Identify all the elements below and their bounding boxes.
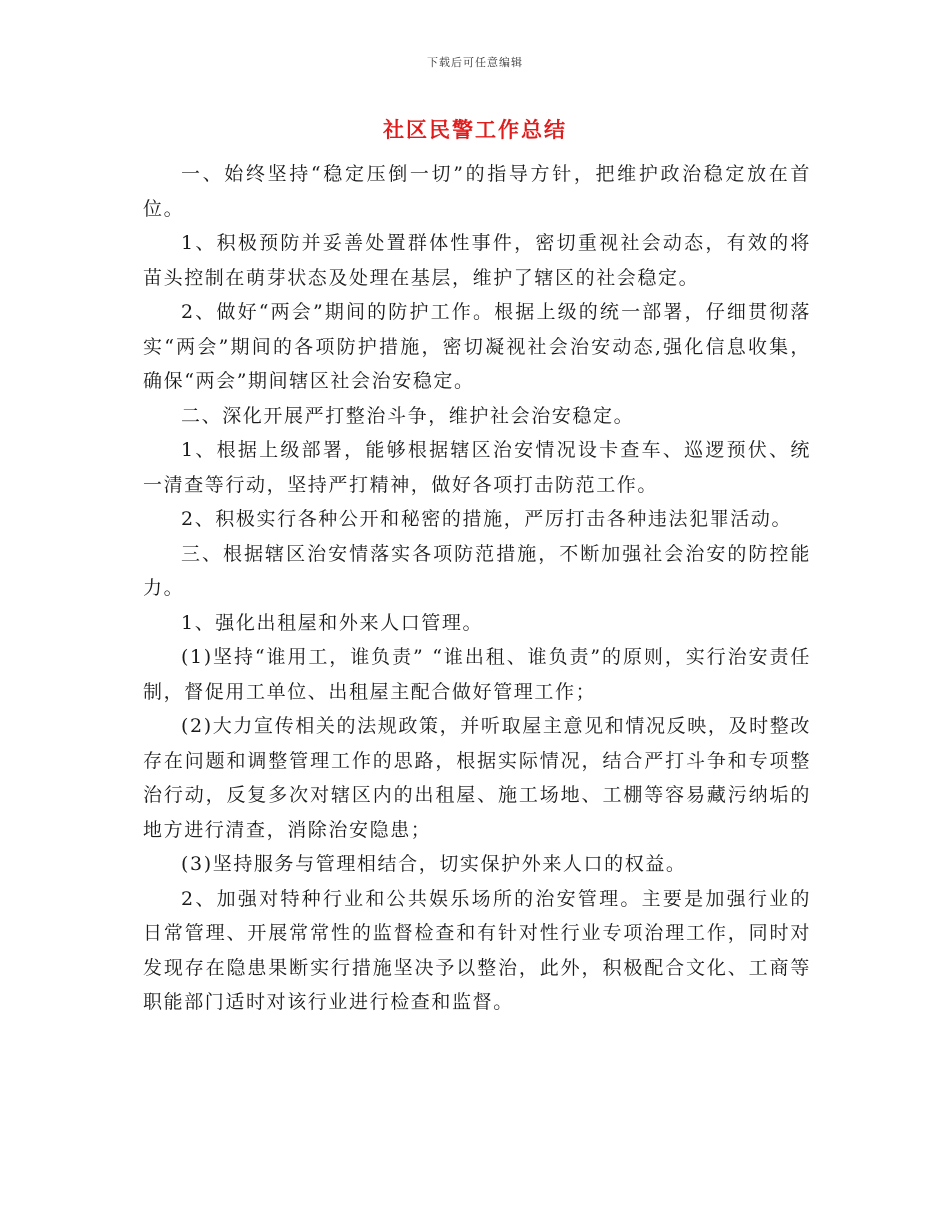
- paragraph: (2)大力宣传相关的法规政策，并听取屋主意见和情况反映，及时整改存在问题和调整管理工作的思路，根据实际情况，结合严打斗争和专项整治行动，反复多次对辖区内的出租屋、施工场地、工棚等容易藏污纳垢的地方进行清查，消除治安隐患；: [143, 715, 811, 841]
- paragraph: 2、做好“两会”期间的防护工作。根据上级的统一部署，仔细贯彻落实“两会”期间的各项防护措施，密切凝视社会治安动态,强化信息收集，确保“两会”期间辖区社会治安稳定。: [143, 301, 811, 392]
- paragraph: 1、根据上级部署，能够根据辖区治安情况设卡查车、巡逻预伏、统一清查等行动，坚持严打精神，做好各项打击防范工作。: [143, 439, 811, 496]
- paragraph: (1)坚持“谁用工，谁负责” “谁出租、谁负责”的原则，实行治安责任制，督促用工单位、出租屋主配合做好管理工作；: [143, 646, 811, 703]
- header-note: 下载后可任意编辑: [427, 56, 523, 69]
- paragraph: 三、根据辖区治安情落实各项防范措施，不断加强社会治安的防控能力。: [143, 542, 811, 599]
- document-title: 社区民警工作总结: [383, 117, 567, 142]
- paragraph: 1、积极预防并妥善处置群体性事件，密切重视社会动态，有效的将苗头控制在萌芽状态及处理在基层，维护了辖区的社会稳定。: [143, 232, 811, 289]
- paragraph: 2、积极实行各种公开和秘密的措施，严厉打击各种违法犯罪活动。: [181, 508, 793, 530]
- paragraph: 一、始终坚持“稳定压倒一切”的指导方针，把维护政治稳定放在首位。: [143, 163, 811, 220]
- paragraph: 二、深化开展严打整治斗争，维护社会治安稳定。: [181, 404, 635, 427]
- paragraph: 2、加强对特种行业和公共娱乐场所的治安管理。主要是加强行业的日常管理、开展常常性的监督检查和有针对性行业专项治理工作，同时对发现存在隐患果断实行措施坚决予以整治，此外，积极配合文化、工商等职能部门适时对该行业进行检查和监督。: [143, 887, 811, 1013]
- paragraph: (3)坚持服务与管理相结合，切实保护外来人口的权益。: [181, 853, 687, 875]
- document-body: [143, 157, 811, 1020]
- paragraph: 1、强化出租屋和外来人口管理。: [181, 611, 484, 634]
